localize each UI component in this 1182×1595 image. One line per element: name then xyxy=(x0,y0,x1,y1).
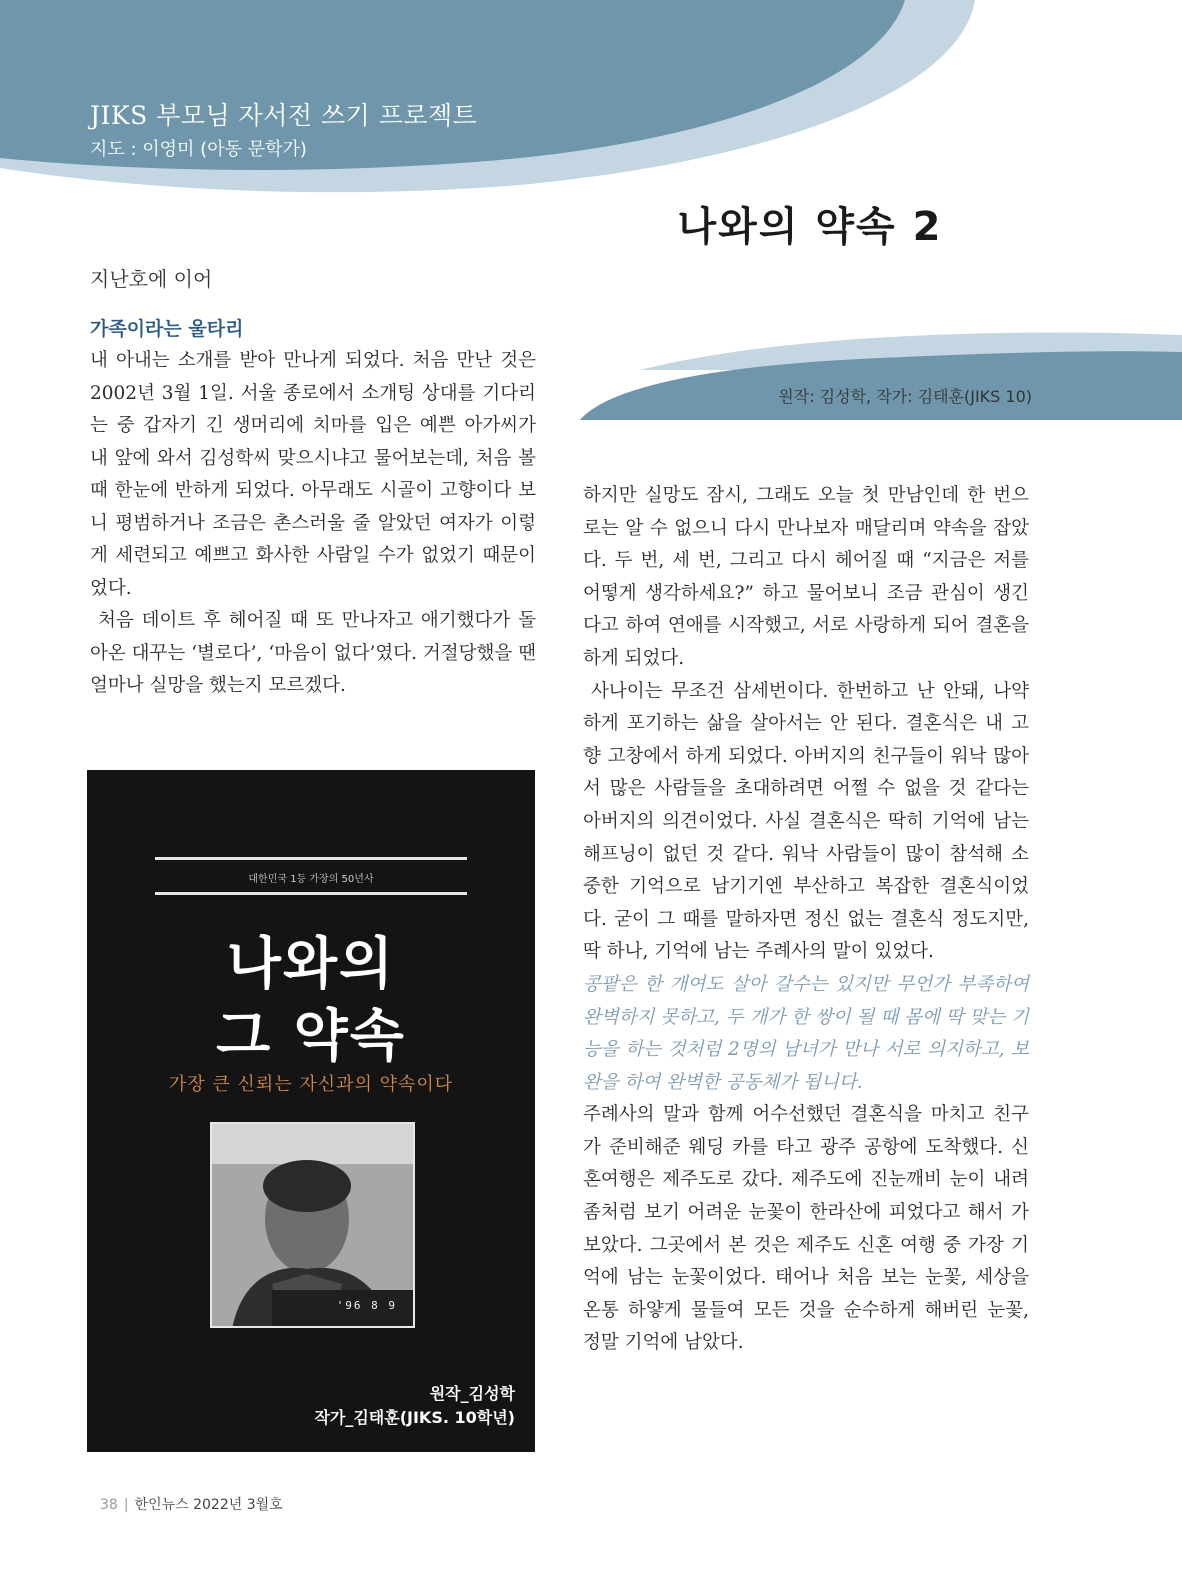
book-tagline: 가장 큰 신뢰는 자신과의 약속이다 xyxy=(168,1074,454,1095)
supervisor-credit: 지도 : 이영미 (아동 문학가) xyxy=(90,139,307,160)
left-column xyxy=(90,345,536,703)
portrait-photo xyxy=(210,1122,415,1328)
paragraph: 내 아내는 소개를 받아 만나게 되었다. 처음 만난 것은 2002년 3월 1일. 서울 종로에서 소개팅 상대를 기다리는 중 갑자기 긴 생머리에 치마를 입은 예쁜 아가씨가 내 앞에 와서 김성학씨 맞으시냐고 물어보는데, 처음 볼 때 한눈에 반하게 되었다. 아무래도 시골이 고향이다 보니 평범하거나 조금은 촌스러울 줄 알았던 여자가 이렇게 세련되고 예쁘고 화사한 사람일 수가 없었기 때문이었다. xyxy=(90,350,536,599)
divider-line xyxy=(155,892,467,895)
paragraph: 하지만 실망도 잠시, 그래도 오늘 첫 만남인데 한 번으로는 알 수 없으니 다시 만나보자 매달리며 약속을 잡았다. 두 번, 세 번, 그리고 다시 헤어질 때 “지금은 저를 어떻게 생각하세요?” 하고 물어보니 조금 관심이 생긴다고 하여 연애를 시작했고, 서로 사랑하게 되어 결혼을 하게 되었다. xyxy=(583,485,1029,669)
author-credit: 원작: 김성학, 작가: 김태훈(JIKS 10) xyxy=(778,387,1032,406)
book-original-author: 원작_김성학 xyxy=(429,1384,515,1403)
paragraph: 주례사의 말과 함께 어수선했던 결혼식을 마치고 친구가 준비해준 웨딩 카를 타고 광주 공항에 도착했다. 신혼여행은 제주도로 갔다. 제주도에 진눈깨비 눈이 내려 좀처럼 보기 어려운 눈꽃이 한라산에 피었다고 해서 가보았다. 그곳에서 본 것은 제주도 신혼 여행 중 가장 기억에 남는 눈꽃이었다. 태어나 처음 보는 눈꽃, 세상을 온통 하얗게 물들여 모든 것을 순수하게 해버린 눈꽃, 정말 기억에 남았다. xyxy=(583,1104,1029,1354)
page-title: 나와의 약속 2 xyxy=(677,204,943,250)
section-heading: 가족이라는 울타리 xyxy=(90,318,244,340)
book-writer: 작가_김태훈(JIKS. 10학년) xyxy=(314,1408,515,1427)
footer-separator: | xyxy=(123,1497,129,1513)
continued-note: 지난호에 이어 xyxy=(90,267,213,291)
right-column xyxy=(583,480,1029,1360)
book-cover-image xyxy=(87,770,535,1452)
book-author xyxy=(314,1382,515,1430)
photo-date-stamp: '96 8 9 xyxy=(336,1299,397,1312)
publication-issue: 한인뉴스 2022년 3월호 xyxy=(134,1497,283,1513)
credit-banner xyxy=(580,330,1182,430)
paragraph: 처음 데이트 후 헤어질 때 또 만나자고 애기했다가 돌아온 대꾸는 ‘별로다’, ‘마음이 없다’였다. 거절당했을 땐 얼마나 실망을 했는지 모르겠다. xyxy=(90,610,536,696)
officiant-quote: 콩팥은 한 개여도 살아 갈수는 있지만 무언가 부족하여 완벽하지 못하고, 두 개가 한 쌍이 될 때 몸에 딱 맞는 기능을 하는 것처럼 2명의 남녀가 만나 서로 의지하고, 보완을 하여 완벽한 공동체가 됩니다. xyxy=(583,973,1029,1093)
book-title-line: 나와의 xyxy=(226,932,396,997)
book-subtitle: 대한민국 1등 가장의 50년사 xyxy=(248,874,374,885)
divider-line xyxy=(155,857,467,860)
series-title: JIKS 부모님 자서전 쓰기 프로젝트 xyxy=(90,101,478,130)
page-footer xyxy=(100,1494,283,1514)
page-number: 38 xyxy=(100,1497,118,1513)
paragraph: 사나이는 무조건 삼세번이다. 한번하고 난 안돼, 나약하게 포기하는 삶을 살아서는 안 된다. 결혼식은 내 고향 고창에서 하게 되었다. 아버지의 친구들이 워낙 많아서 많은 사람들을 초대하려면 어쩔 수 없을 것 같다는 아버지의 의견이었다. 사실 결혼식은 딱히 기억에 남는 해프닝이 없던 것 같다. 워낙 사람들이 많이 참석해 소중한 기억으로 남기기엔 부산하고 복잡한 결혼식이었다. 굳이 그 때를 말하자면 정신 없는 결혼식 정도지만, 딱 하나, 기억에 남는 주례사의 말이 있었다. xyxy=(583,680,1029,963)
book-title-line: 그 약속 xyxy=(216,1004,406,1069)
